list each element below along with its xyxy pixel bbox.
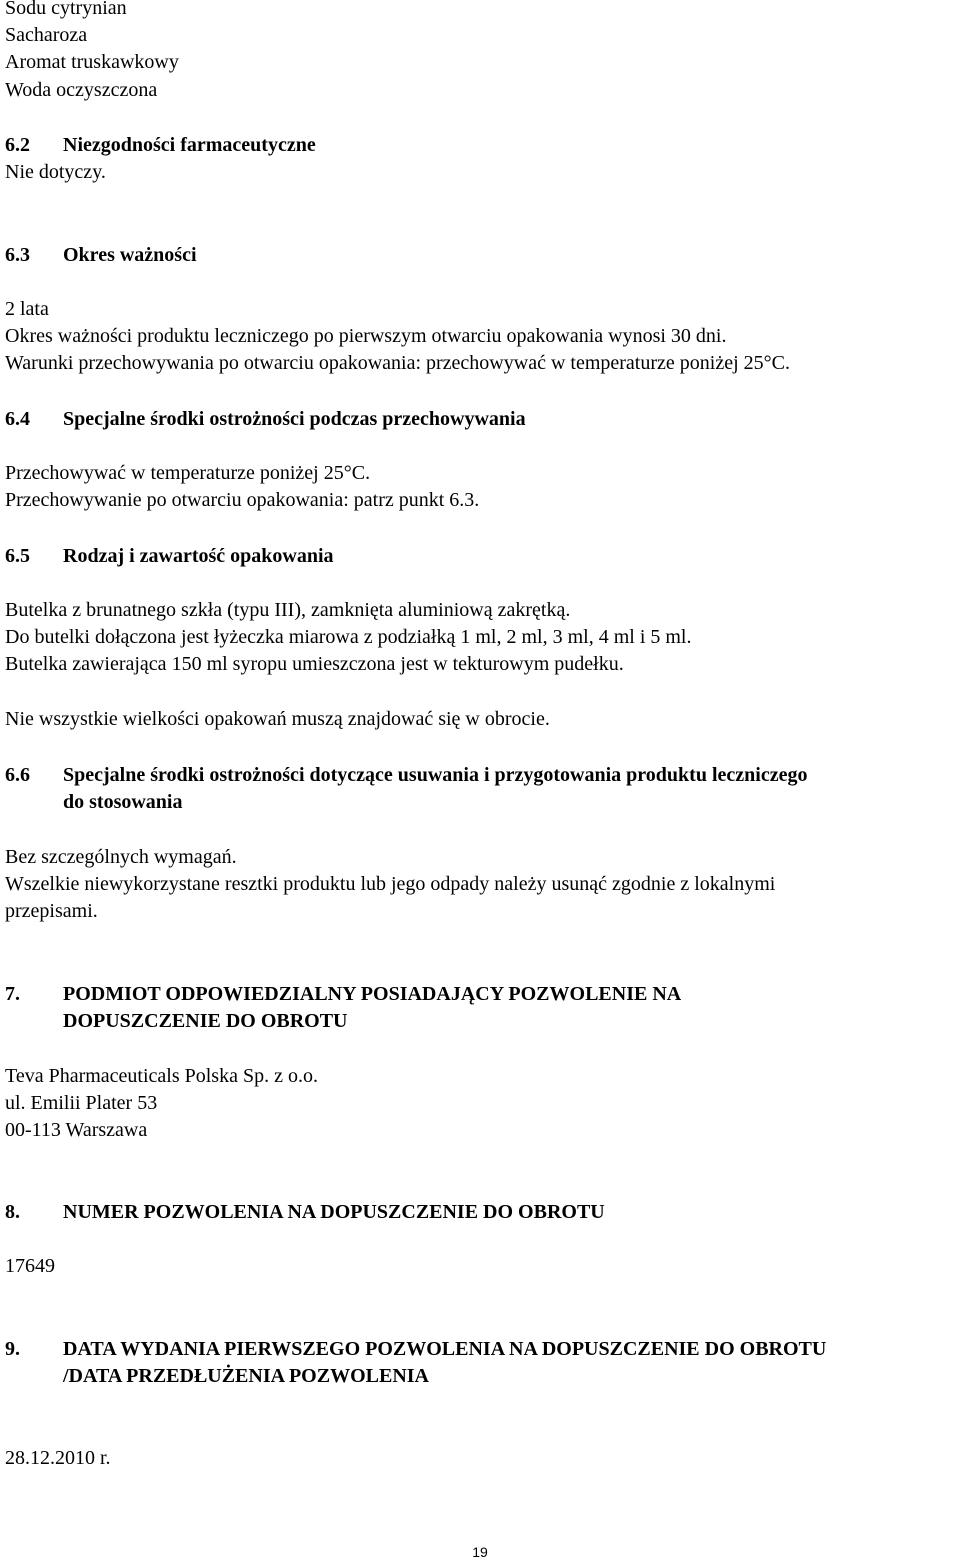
section-heading: do stosowania	[63, 791, 183, 813]
section-text: Bez szczególnych wymagań.	[5, 846, 237, 868]
section-number: 6.6	[5, 764, 30, 786]
section-heading: Niezgodności farmaceutyczne	[63, 134, 316, 156]
section-heading: Specjalne środki ostrożności podczas przechowywania	[63, 408, 526, 430]
section-text: Butelka zawierająca 150 ml syropu umieszczona jest w tekturowym pudełku.	[5, 653, 624, 675]
authorization-number: 17649	[5, 1255, 55, 1277]
section-heading: DOPUSZCZENIE DO OBROTU	[63, 1010, 348, 1032]
section-text: Warunki przechowywania po otwarciu opakowania: przechowywać w temperaturze poniżej 25°C.	[5, 352, 790, 374]
section-text: przepisami.	[5, 900, 98, 922]
section-number: 6.3	[5, 244, 30, 266]
section-heading: /DATA PRZEDŁUŻENIA POZWOLENIA	[63, 1365, 429, 1387]
section-text: Nie dotyczy.	[5, 161, 106, 183]
excipient-item: Aromat truskawkowy	[5, 51, 179, 73]
section-number: 6.4	[5, 408, 30, 430]
section-heading: PODMIOT ODPOWIEDZIALNY POSIADAJĄCY POZWOLENIE NA	[63, 983, 682, 1005]
section-heading: Rodzaj i zawartość opakowania	[63, 545, 334, 567]
section-text: Wszelkie niewykorzystane resztki produktu lub jego odpady należy usunąć zgodnie z lokalnymi	[5, 873, 776, 895]
section-text: Okres ważności produktu leczniczego po pierwszym otwarciu opakowania wynosi 30 dni.	[5, 325, 727, 347]
section-number: 8.	[5, 1201, 20, 1223]
section-number: 6.5	[5, 545, 30, 567]
address-line: 00-113 Warszawa	[5, 1119, 148, 1141]
section-text: Nie wszystkie wielkości opakowań muszą znajdować się w obrocie.	[5, 708, 550, 730]
excipient-item: Sacharoza	[5, 24, 88, 46]
section-heading: DATA WYDANIA PIERWSZEGO POZWOLENIA NA DOPUSZCZENIE DO OBROTU	[63, 1338, 827, 1360]
section-heading: NUMER POZWOLENIA NA DOPUSZCZENIE DO OBROTU	[63, 1201, 605, 1223]
section-number: 6.2	[5, 134, 30, 156]
section-text: Butelka z brunatnego szkła (typu III), zamknięta aluminiową zakrętką.	[5, 599, 571, 621]
section-number: 9.	[5, 1338, 20, 1360]
address-line: ul. Emilii Plater 53	[5, 1092, 158, 1114]
excipient-item: Woda oczyszczona	[5, 79, 158, 101]
section-text: 2 lata	[5, 298, 49, 320]
section-text: Przechowywanie po otwarciu opakowania: patrz punkt 6.3.	[5, 489, 480, 511]
section-heading: Okres ważności	[63, 244, 197, 266]
section-text: Przechowywać w temperaturze poniżej 25°C.	[5, 462, 371, 484]
page-number: 19	[472, 1544, 488, 1560]
section-text: Do butelki dołączona jest łyżeczka miarowa z podziałką 1 ml, 2 ml, 3 ml, 4 ml i 5 ml.	[5, 626, 692, 648]
excipient-item: Sodu cytrynian	[5, 0, 127, 19]
section-heading: Specjalne środki ostrożności dotyczące usuwania i przygotowania produktu leczniczego	[63, 764, 808, 786]
section-number: 7.	[5, 983, 20, 1005]
address-line: Teva Pharmaceuticals Polska Sp. z o.o.	[5, 1065, 318, 1087]
authorization-date: 28.12.2010 r.	[5, 1447, 111, 1469]
